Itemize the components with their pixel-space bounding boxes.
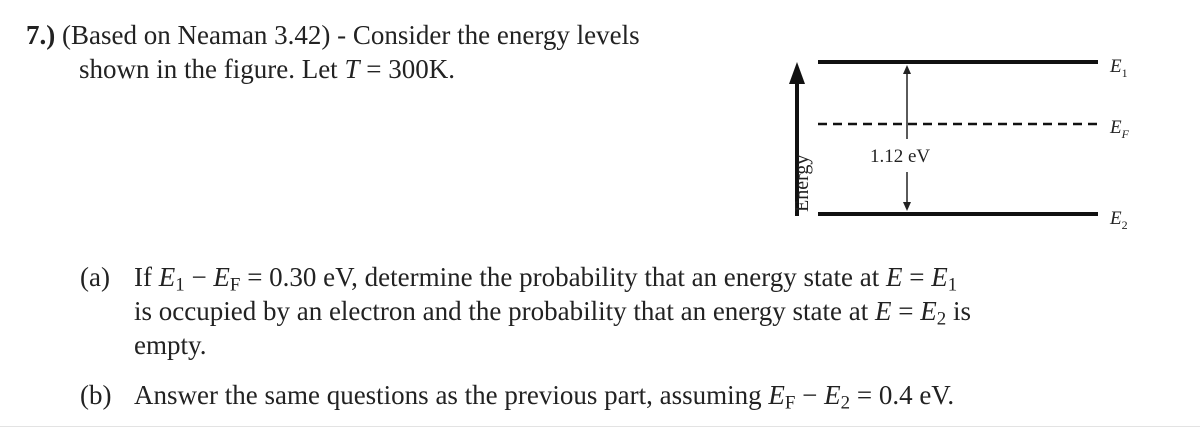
energy-axis-label: Energy	[791, 154, 813, 212]
part-b-sub-1: F	[784, 392, 796, 414]
energy-axis-arrowhead	[789, 62, 805, 84]
level-e1-label: $E_1$	[1110, 56, 1128, 80]
part-b-var-1: E	[768, 380, 785, 410]
part-a-var-5: E	[875, 296, 892, 326]
part-a-text-2: −	[184, 262, 214, 292]
part-b-text-1: Answer the same questions as the previous part, assuming	[134, 380, 769, 410]
problem-intro-text-2a: shown in the figure. Let	[79, 54, 345, 84]
part-a	[80, 260, 1120, 362]
part-a-text-1: If	[134, 262, 159, 292]
level-ef-label: $E_F$	[1110, 117, 1129, 141]
part-a-text-3: = 0.30 eV, determine the probability that an energy state at	[240, 262, 886, 292]
part-a-var-1: E	[158, 262, 176, 292]
part-b-label: (b)	[80, 380, 112, 410]
problem-intro-line-2	[79, 52, 455, 86]
level-e2-label: $E_2$	[1110, 208, 1128, 232]
problem-parts	[80, 260, 1120, 412]
part-a-var-2: E	[213, 262, 230, 292]
part-a-var-3: E	[886, 262, 903, 292]
part-a-sub-6: 2	[936, 308, 947, 330]
gap-label: 1.12 eV	[870, 146, 931, 167]
problem-intro-line-1	[26, 18, 640, 52]
part-a-sub-2: F	[229, 274, 241, 296]
part-a-text-6: =	[891, 296, 921, 326]
part-b-text-3: = 0.4 eV.	[850, 380, 955, 410]
part-b	[80, 378, 1120, 412]
energy-level-diagram	[780, 44, 1160, 244]
part-b-var-2: E	[824, 380, 841, 410]
part-a-text-5: is occupied by an electron and the probability that an energy state at	[134, 296, 875, 326]
part-a-label: (a)	[80, 262, 110, 292]
part-a-var-4: E	[931, 262, 948, 292]
part-a-text-7: is	[946, 296, 971, 326]
part-a-line-2	[134, 294, 1120, 328]
temperature-variable: T	[344, 54, 360, 84]
part-b-line-1	[134, 378, 1120, 412]
problem-number: 7.)	[26, 20, 56, 50]
problem-intro-text-2b: = 300K.	[359, 54, 455, 84]
part-a-var-6: E	[920, 296, 937, 326]
part-a-line-3: empty.	[134, 330, 207, 360]
gap-arrow-down-head	[903, 202, 911, 211]
part-a-sub-4: 1	[947, 274, 958, 296]
part-b-sub-2: 2	[840, 392, 851, 414]
part-a-line-1	[134, 260, 1120, 294]
problem-intro-text-1: (Based on Neaman 3.42) - Consider the energy levels	[62, 20, 640, 50]
gap-arrow-up-head	[903, 65, 911, 74]
part-a-sub-1: 1	[175, 274, 185, 296]
part-a-text-4: =	[902, 262, 932, 292]
part-b-text-2: −	[795, 380, 825, 410]
bottom-divider	[0, 426, 1200, 427]
